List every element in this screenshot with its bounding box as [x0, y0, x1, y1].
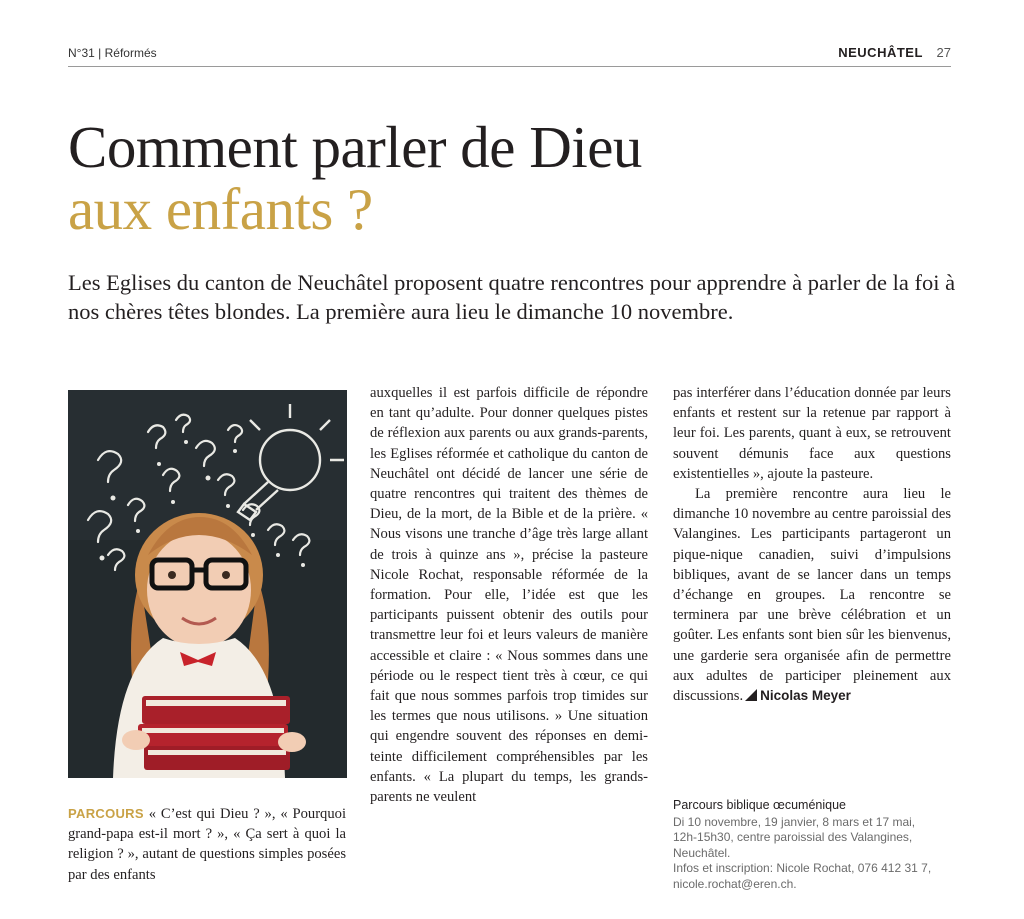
infobox-line: Infos et inscription: Nicole Rochat, 076 412 31 7,	[673, 861, 932, 876]
column-3-paragraph-2	[673, 484, 951, 706]
header-divider	[68, 66, 951, 67]
infobox-line: 12h-15h30, centre paroissial des Valangines,	[673, 830, 913, 845]
kicker-label: PARCOURS	[68, 806, 144, 821]
section-name: NEUCHÂTEL	[838, 45, 923, 60]
event-infobox	[673, 798, 958, 893]
page-header-right	[838, 45, 951, 60]
infobox-line: Neuchâtel.	[673, 845, 731, 860]
column-2-text: auxquelles il est parfois difficile de répondre en tant qu’adulte. Pour donner quelques pistes de réflexion aux parents ou aux grands-parents, les Eglises réformée et catholique du canton de Neuchâtel ont décidé de lancer une série de quatre rencontres qui traitent des thèmes de Dieu, de la mort, de la Bible et de la prière. « Nous visons une tranche d’âge très large allant de trois à quinze ans », précise la pasteure Nicole Rochat, responsable réformée de la formation. Pour elle, l’idée est que les participants puissent obtenir des outils pour transmettre leur foi et leurs valeurs de manière accessible et claire : « Nous sommes dans une période ou le respect tient très à cœur, ce qui fait que nous sommes parfois trop timides sur les termes que nous utilisons. » Une situation qui engendre souvent des réponses en demi-teinte difficilement compréhensibles par les enfants. « La plupart du temps, les grands-parents ne veulent	[370, 385, 648, 806]
page-number: 27	[936, 45, 951, 60]
article-column-3	[673, 383, 951, 706]
column-1-text: « C’est qui Dieu ? », « Pourquoi grand-papa est-il mort ? », « Ça sert à quoi la religion ? », autant de questions simples posées par des enfants	[68, 806, 346, 883]
signature-triangle-icon	[745, 689, 757, 701]
article-title	[68, 116, 642, 240]
column-3-paragraph-2-text: La première rencontre aura lieu le dimanche 10 novembre au centre paroissial des Valangines. Les participants partageront un pique-nique canadien, suivi d’impulsions bibliques, avant de se lancer dans un temps d’échange en groupes. La rencontre se terminera par une brève célébration et un goûter. Les enfants sont bien sûr les bienvenus, une garderie sera organisée afin de permettre aux adultes de participer pleinement aux discussions.	[673, 486, 951, 705]
article-column-2	[370, 383, 648, 807]
title-line-1: Comment parler de Dieu	[68, 114, 642, 180]
author-signature: Nicolas Meyer	[760, 688, 851, 704]
article-photo	[68, 390, 347, 778]
article-lede: Les Eglises du canton de Neuchâtel proposent quatre rencontres pour apprendre à parler de la foi à nos chères têtes blondes. La première aura lieu le dimanche 10 novembre.	[68, 270, 956, 324]
infobox-title: Parcours biblique œcuménique	[673, 798, 847, 812]
title-line-2: aux enfants ?	[68, 176, 373, 242]
infobox-email: nicole.rochat@eren.ch.	[673, 876, 797, 891]
girl-with-books-illustration	[68, 390, 347, 778]
issue-label: N°31 | Réformés	[68, 46, 157, 60]
infobox-line: Di 10 novembre, 19 janvier, 8 mars et 17 mai,	[673, 814, 916, 829]
column-3-text: pas interférer dans l’éducation donnée par leurs enfants et restent sur la retenue par rapport à leur foi. Les parents, quant à eux, se retrouvent souvent démunis face aux questions existentielles », ajoute la pasteure.	[673, 385, 951, 482]
article-column-1	[68, 804, 346, 885]
